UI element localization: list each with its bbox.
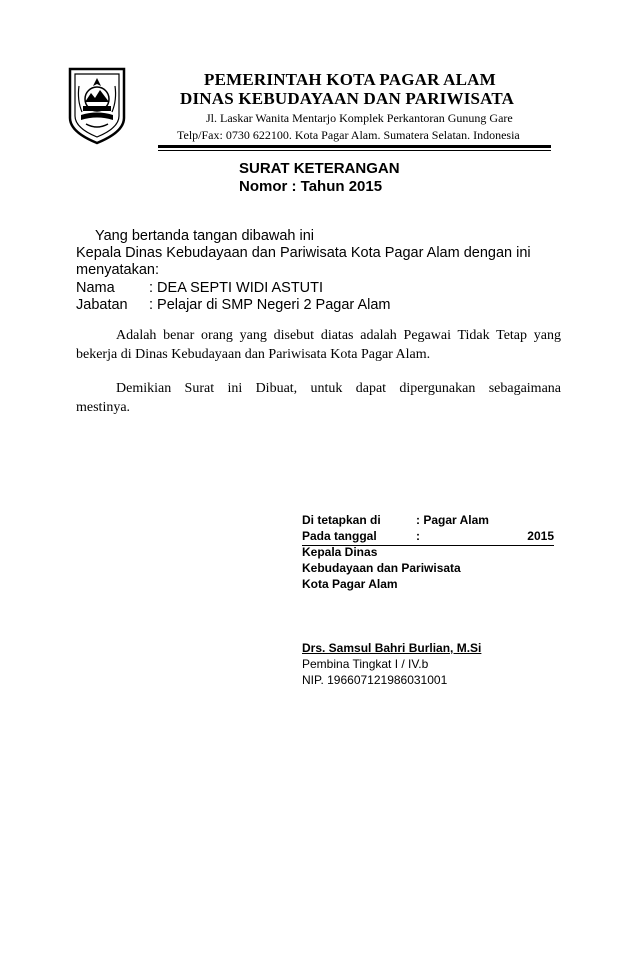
paragraph-2-line-1: Demikian Surat ini Dibuat, untuk dapat dipergunakan sebagaimana — [116, 381, 561, 396]
letterhead-divider-thick — [158, 145, 551, 148]
letterhead-department: DINAS KEBUDAYAAN DAN PARIWISATA — [180, 89, 515, 108]
position-value: : Pelajar di SMP Negeri 2 Pagar Alam — [149, 297, 391, 313]
date-year: 2015 — [527, 529, 554, 543]
signer-nip: NIP. 196607121986031001 — [302, 673, 448, 687]
statement-line-2: menyatakan: — [76, 262, 160, 278]
pagar-alam-emblem-icon — [66, 66, 128, 146]
paragraph-closing — [76, 379, 561, 417]
statement-line-1: Kepala Dinas Kebudayaan dan Pariwisata Kota Pagar Alam dengan ini — [76, 245, 531, 261]
signer-name: Drs. Samsul Bahri Burlian, M.Si — [302, 641, 482, 655]
office-line-1: Kepala Dinas — [302, 545, 378, 559]
paragraph-2-line-2: mestinya. — [76, 400, 131, 415]
office-line-3: Kota Pagar Alam — [302, 577, 398, 591]
letterhead-contact: Telp/Fax: 0730 622100. Kota Pagar Alam. Sumatera Selatan. Indonesia — [177, 128, 520, 142]
paragraph-1-line-2: bekerja di Dinas Kebudayaan dan Pariwisata Kota Pagar Alam. — [76, 347, 431, 362]
office-line-2: Kebudayaan dan Pariwisata — [302, 561, 461, 575]
name-value: : DEA SEPTI WIDI ASTUTI — [149, 280, 324, 296]
name-label: Nama — [76, 280, 115, 296]
date-row — [302, 529, 554, 546]
letterhead-divider-thin — [158, 150, 551, 151]
paragraph-confirmation — [76, 326, 561, 364]
date-label: Pada tanggal — [302, 529, 377, 543]
date-colon: : — [416, 529, 420, 543]
set-at-value: : Pagar Alam — [416, 513, 489, 527]
document-title: SURAT KETERANGAN — [239, 160, 400, 177]
letterhead-address: Jl. Laskar Wanita Mentarjo Komplek Perkantoran Gunung Gare — [206, 111, 513, 125]
signer-rank: Pembina Tingkat I / IV.b — [302, 657, 429, 671]
set-at-label: Di tetapkan di — [302, 513, 381, 527]
position-label: Jabatan — [76, 297, 128, 313]
document-number: Nomor : Tahun 2015 — [239, 178, 383, 195]
opening-line: Yang bertanda tangan dibawah ini — [95, 228, 315, 244]
letterhead-government: PEMERINTAH KOTA PAGAR ALAM — [204, 70, 496, 89]
paragraph-1-line-1: Adalah benar orang yang disebut diatas adalah Pegawai Tidak Tetap yang — [116, 328, 561, 343]
